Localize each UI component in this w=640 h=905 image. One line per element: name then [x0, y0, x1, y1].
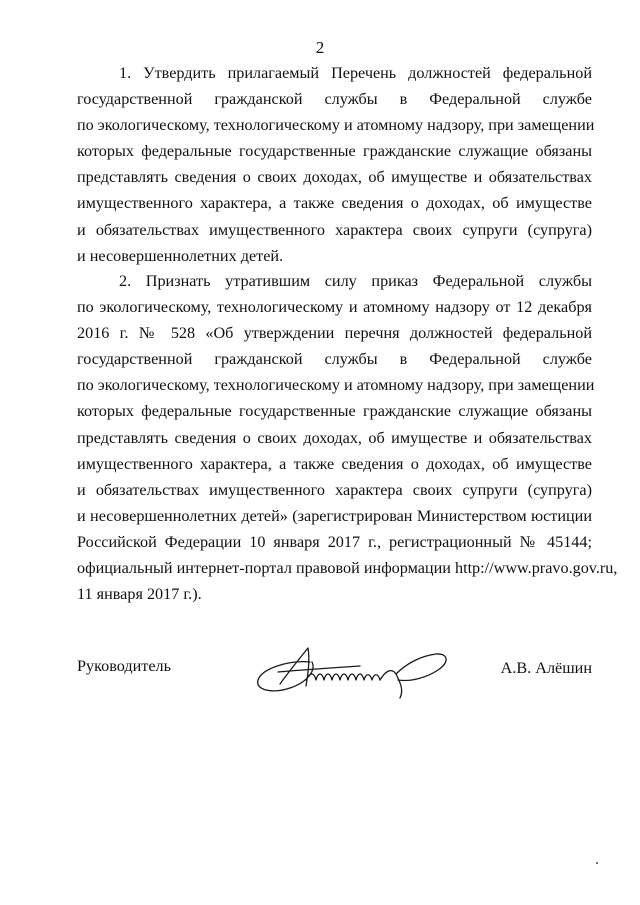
- paragraph-2: [77, 268, 618, 607]
- paragraph-1-line: и обязательствах имущественного характера своих супруги (супруга): [77, 220, 592, 239]
- paragraph-2-line: имущественного характера, а также сведения о доходах, об имуществе: [77, 454, 592, 473]
- paragraph-1-line: представлять сведения о своих доходах, об имуществе и обязательствах: [77, 168, 592, 187]
- paragraph-1-line: которых федеральные государственные гражданские служащие обязаны: [77, 142, 592, 161]
- paragraph-2-line: по экологическому, технологическому и атомному надзору, при замещении: [77, 376, 595, 395]
- scan-speck: [596, 862, 598, 864]
- paragraph-2-line: Российской Федерации 10 января 2017 г., регистрационный № 45144;: [77, 532, 592, 551]
- paragraph-1: [77, 60, 595, 269]
- signature-block: [0, 640, 640, 710]
- paragraph-2-line: 2. Признать утратившим силу приказ Федеральной службы: [119, 272, 592, 290]
- paragraph-2-line: и обязательствах имущественного характера своих супруги (супруга): [77, 480, 592, 499]
- paragraph-1-line: государственной гражданской службы в Федеральной службе: [77, 90, 592, 109]
- paragraph-2-line: которых федеральные государственные гражданские служащие обязаны: [77, 402, 592, 421]
- paragraph-1-line: и несовершеннолетних детей.: [77, 246, 284, 265]
- paragraph-2-line: государственной гражданской службы в Федеральной службе: [77, 350, 592, 369]
- paragraph-2-line: по экологическому, технологическому и атомному надзору от 12 декабря: [77, 298, 592, 317]
- paragraph-2-line: 11 января 2017 г.).: [77, 585, 202, 604]
- paragraph-2-line: и несовершеннолетних детей» (зарегистрирован Министерством юстиции: [77, 506, 592, 525]
- paragraph-1-line: 1. Утвердить прилагаемый Перечень должностей федеральной: [119, 64, 592, 82]
- handwritten-signature: [250, 640, 460, 700]
- paragraph-1-line: по экологическому, технологическому и атомному надзору, при замещении: [77, 116, 595, 135]
- paragraph-2-line: официальный интернет-портал правовой информации http://www.pravo.gov.ru,: [77, 559, 618, 578]
- signatory-title: Руководитель: [77, 657, 172, 675]
- signatory-name: А.В. Алёшин: [500, 659, 592, 677]
- paragraph-1-line: имущественного характера, а также сведения о доходах, об имуществе: [77, 194, 592, 213]
- paragraph-2-line: представлять сведения о своих доходах, об имуществе и обязательствах: [77, 428, 592, 447]
- page-number: 2: [315, 38, 325, 57]
- paragraph-2-line: 2016 г. № 528 «Об утверждении перечня должностей федеральной: [77, 324, 592, 343]
